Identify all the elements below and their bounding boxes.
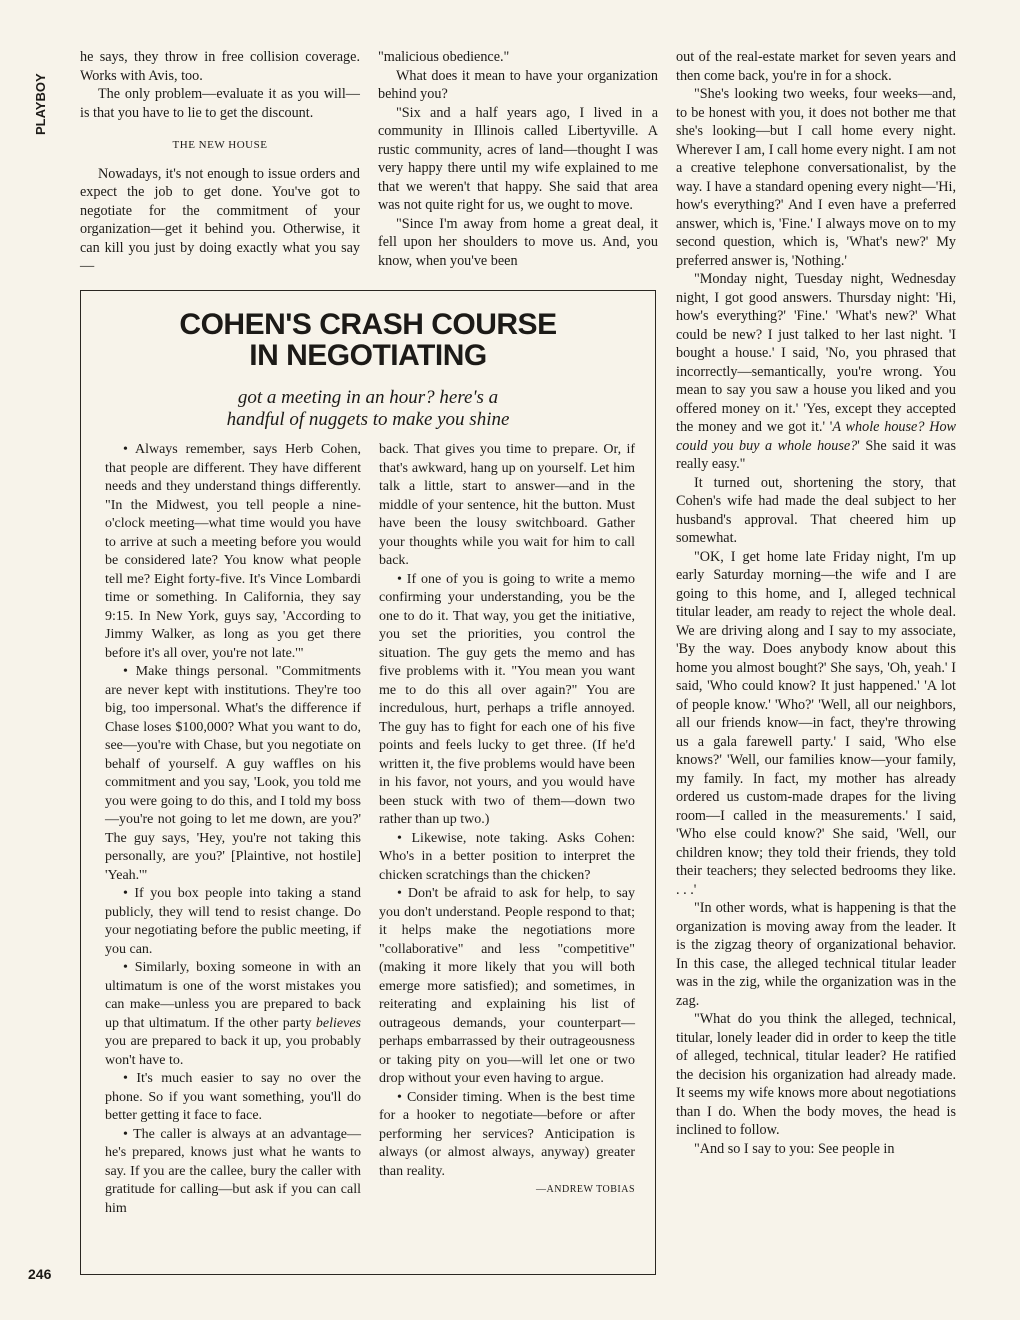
tip-paragraph: • Make things personal. "Commitments are never kept with institutions. They're too big, too impersonal. What's the difference if Chase loses $100,000? What you want to do, see—you're with Chase, but you negotiate on behalf of yourself. A guy waffles on his commitment and you say, 'Look, you told me you were going to do this, and I told my boss—you're not going to let me down, are you?' The guy says, 'Hey, you're not taking this personally, are you?' [Plaintive, not hostile] 'Yeah.'" xyxy=(105,664,361,883)
paragraph: "Six and a half years ago, I lived in a community in Illinois called Libertyville. A rustic community, acres of land—thought I was very happy there until my wife explained to me that we weren't that happy. She said that area was not quite right for us, we ought to move. xyxy=(378,104,658,213)
sidebar-title xyxy=(81,309,655,371)
magazine-name: PLAYBOY xyxy=(33,73,48,135)
article-column-2 xyxy=(378,48,658,270)
paragraph: "She's looking two weeks, four weeks—and, to be honest with you, it does not bother me that she's looking—but I call home every night. Wherever I am, I call home every night. I am not a creative telephone conversationalist, by the way. I have a standard opening every night—'Hi, how's everything?' And I even have a preferred answer, which is, 'Fine.' I always move on to my second question, which is, 'What's new?' My preferred answer is, 'Nothing.' xyxy=(676,86,956,269)
sidebar-title-line: IN NEGOTIATING xyxy=(249,339,487,372)
tip-paragraph: • Likewise, note taking. Asks Cohen: Who's in a better position to interpret the chicken scratchings than the chicken? xyxy=(379,830,635,883)
tip-paragraph: • It's much easier to say no over the phone. So if you want something, you'll do better getting it face to face. xyxy=(105,1071,361,1123)
paragraph xyxy=(676,270,956,474)
paragraph: "OK, I get home late Friday night, I'm up early Saturday morning—the wife and I are going to this home, and I, alleged technical titular leader, am ready to reject the whole deal. We are driving along and I say to my associate, 'By the way. Does anybody know about this home you almost bought?' She says, 'Oh, yeah.' I said, 'Who could know? It just happened.' 'A lot of people know.' 'Who?' 'Well, all our neighbors, all our friends know—in fact, they're throwing us a gala farewell party.' I said, 'Who else knows?' 'Well, our families know—your family, my family. In fact, my mother has already ordered us custom-made drapes for the living room—I called in the measurements.' I said, 'Who else could know?' She said, 'Well, our children know; they told their friends, they told their teachers; they selected bedrooms they like. . . .' xyxy=(676,548,956,898)
paragraph: "Since I'm away from home a great deal, it fell upon her shoulders to move us. And, you know, when you've been xyxy=(378,215,658,269)
sidebar-subtitle-line: got a meeting in an hour? here's a xyxy=(237,387,499,408)
byline: —ANDREW TOBIAS xyxy=(536,1184,635,1195)
tip-paragraph xyxy=(105,959,361,1070)
paragraph: he says, they throw in free collision coverage. Works with Avis, too. xyxy=(80,49,360,84)
tip-paragraph: back. That gives you time to prepare. Or, if that's awkward, hang up on yourself. Let him talk a little, start to answer—and in the middle of your sentence, hit the button. Must have been the lousy switchboard. Gather your thoughts while you wait for him to call back. xyxy=(379,442,635,568)
sidebar-box xyxy=(80,290,656,1275)
paragraph: The only problem—evaluate it as you will—is that you have to lie to get the discount. xyxy=(80,86,360,121)
tip-paragraph: • Consider timing. When is the best time for a hooker to negotiate—before or after performing her services? Anticipation is always (or almost always, anyway) greater than reality. xyxy=(379,1089,635,1179)
paragraph: What does it mean to have your organization behind you? xyxy=(378,67,658,102)
tip-paragraph: • If one of you is going to write a memo confirming your understanding, you be the one to do it. That way, you get the initiative, you set the priorities, you control the situation. The guy gets the memo and has five problems with it. "You mean you want me to do this all over again?" You are incredulous, hurt, perhaps a trifle annoyed. The guy has to fight for each one of his five points and feels lucky to get three. (If he'd written it, the five problems would have been in his favor, not yours, and you would have been stuck with two of them—down two rather than up two.) xyxy=(379,571,635,827)
text-span: "Monday night, Tuesday night, Wednesday night, I got good answers. Thursday night: 'Hi, how's everything?' 'Fine.' 'What's new?' What could be new? I just talked to her last night. 'I bought a house.' I said, 'No, you phrased that incorrectly—semantically, you're wrong. You mean to say you saw a house you liked and you offered money on it.' 'Yes, except they accepted the money and we got it.' ' xyxy=(676,271,956,435)
italic-text: believes xyxy=(315,1015,361,1031)
paragraph: Nowadays, it's not enough to issue orders and expect the job to get done. You've got to negotiate for the commitment of your organization—get it behind you. Otherwise, it can kill you just by doing exactly what you say— xyxy=(80,165,360,274)
sidebar-column-left xyxy=(105,441,361,1218)
text-span: you are prepared to back it up, you probably won't have to. xyxy=(105,1034,361,1068)
section-subhead: THE NEW HOUSE xyxy=(172,139,268,151)
tip-paragraph: • Always remember, says Herb Cohen, that people are different. They have different needs and they understand things differently. "In the Midwest, you tell people a nine-o'clock meeting—what time would you have to arrive at such a meeting before you would be considered late? You know what people tell me? Eight forty-five. It's Vince Lombardi time or something. In California, they say 9:15. In New York, guys say, 'According to Jimmy Walker, as long as you get there before it's all over, you're not late.'" xyxy=(105,442,361,661)
text-span: • Similarly, boxing someone in with an ultimatum is one of the worst mistakes you can make—unless you are prepared to back up that ultimatum. If the other party xyxy=(105,960,361,1031)
paragraph: "malicious obedience." xyxy=(378,49,510,65)
article-column-1 xyxy=(80,48,360,276)
tip-paragraph: • If you box people into taking a stand publicly, they will tend to resist change. Do your negotiating before the public meeting, if you can. xyxy=(105,886,361,957)
tip-paragraph: • The caller is always at an advantage—he's prepared, knows just what he wants to say. If you are the callee, bury the caller with gratitude for calling—but ask if you can call him xyxy=(105,1126,361,1216)
tip-paragraph: • Don't be afraid to ask for help, to say you don't understand. People respond to that; it helps make the negotiations more "collaborative" and less "competitive" (making it more likely that you will both emerge more satisfied); and sometimes, in reiterating and explaining his list of outrageous demands, your counterpart—perhaps embarrassed by their outrageousness or taking pity on you—will let one or two drop without your even having to argue. xyxy=(379,886,635,1086)
paragraph: It turned out, shortening the story, that Cohen's wife had made the deal subject to her husband's approval. That cheered him up somewhat. xyxy=(676,474,956,546)
paragraph: out of the real-estate market for seven years and then come back, you're in for a shock. xyxy=(676,49,956,84)
article-column-3 xyxy=(676,48,956,1158)
paragraph: "And so I say to you: See people in xyxy=(694,1140,895,1157)
paragraph: "In other words, what is happening is that the organization is moving away from the leader. It is the zigzag theory of organizational behavior. In this case, the alleged technical titular leader was in the zig, while the organization was in the zag. xyxy=(676,900,956,1009)
text-span: ' She said it was really easy." xyxy=(676,437,957,472)
italic-text: A whole house? How could you buy a whole house? xyxy=(676,419,957,454)
sidebar-title-line: COHEN'S CRASH COURSE xyxy=(179,308,557,341)
sidebar-column-right xyxy=(379,441,635,1200)
sidebar-subtitle-line: handful of nuggets to make you shine xyxy=(226,409,510,430)
page-number: 246 xyxy=(28,1266,52,1282)
sidebar-subtitle xyxy=(81,387,655,431)
paragraph: "What do you think the alleged, technical, titular, lonely leader did in order to keep the title of alleged, technical, titular leader? He ratified the decision his organization had already made. It seems my wife knows more about negotiations than I do. When the body moves, the head is inclined to follow. xyxy=(676,1011,956,1138)
